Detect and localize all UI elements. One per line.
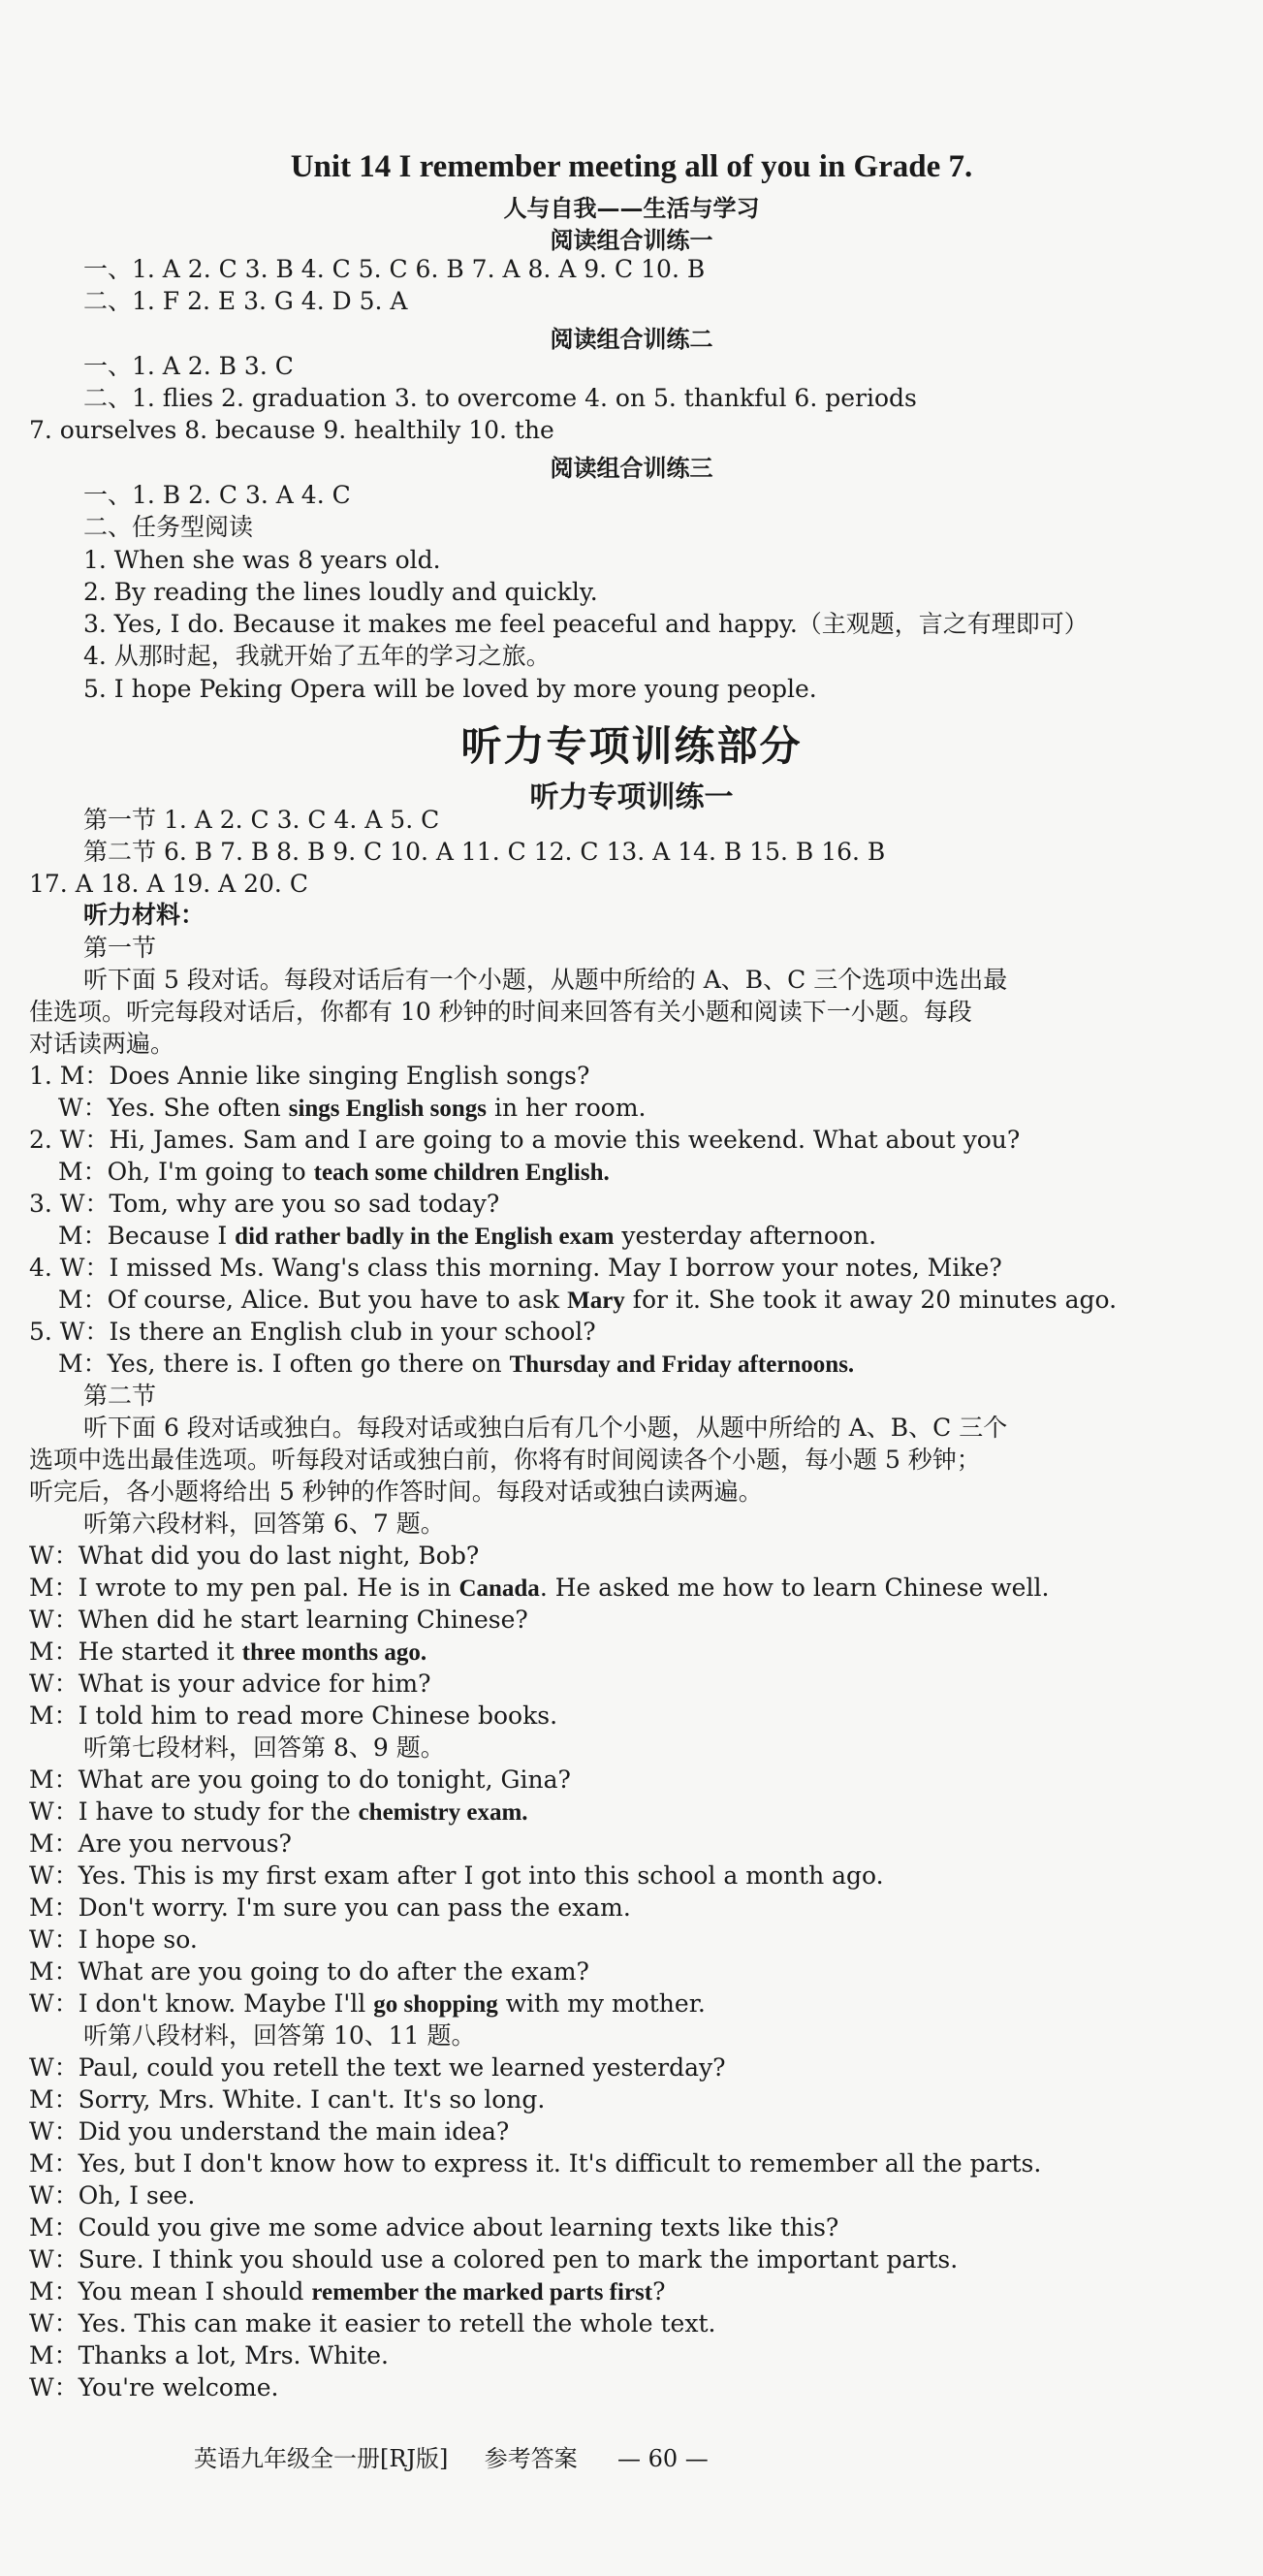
dialogue-line: W：Yes. She often sings English songs in her room. <box>58 1094 647 1122</box>
answer-line: 第二节 6. B 7. B 8. B 9. C 10. A 11. C 12. C 13. A 14. B 15. B 16. B <box>83 838 886 866</box>
answer-line: 二、1. F 2. E 3. G 4. D 5. A <box>83 287 408 315</box>
answer-line: 4. 从那时起，我就开始了五年的学习之旅。 <box>83 642 551 670</box>
dialogue-line: M：Yes, but I don't know how to express it. It's difficult to remember all the parts. <box>29 2149 1042 2178</box>
answer-line: 一、1. B 2. C 3. A 4. C <box>83 481 351 509</box>
instruction-line: 对话读两遍。 <box>29 1030 175 1058</box>
dialogue-line: W：Paul, could you retell the text we learned yesterday? <box>29 2053 726 2082</box>
dialogue-line: W：I have to study for the chemistry exam. <box>29 1797 528 1826</box>
dialogue-line: M：Sorry, Mrs. White. I can't. It's so long. <box>29 2085 546 2114</box>
dialogue-line: M：Could you give me some advice about learning texts like this? <box>29 2213 839 2242</box>
dialogue-line: W：Sure. I think you should use a colored pen to mark the important parts. <box>29 2245 959 2274</box>
dialogue-line: W：I don't know. Maybe I'll go shopping with my mother. <box>29 1989 706 2018</box>
dialogue-line: M：He started it three months ago. <box>29 1638 427 1666</box>
page-number: — 60 — <box>616 2445 709 2472</box>
dialogue-line: M：Are you nervous? <box>29 1829 292 1858</box>
section-heading-2: 阅读组合训练二 <box>550 325 713 353</box>
answer-line: 一、1. A 2. C 3. B 4. C 5. C 6. B 7. A 8. A 9. C 10. B <box>83 255 706 283</box>
dialogue-line: W：What did you do last night, Bob? <box>29 1542 480 1570</box>
instruction-line: 选项中选出最佳选项。听每段对话或独白前，你将有时间阅读各个小题，每小题 5 秒钟； <box>29 1446 981 1474</box>
dialogue-line: 2. W：Hi, James. Sam and I are going to a movie this weekend. What about you? <box>29 1126 1021 1154</box>
instruction-line: 听完后，各小题将给出 5 秒钟的作答时间。每段对话或独白读两遍。 <box>29 1478 763 1506</box>
answer-line: 17. A 18. A 19. A 20. C <box>29 870 308 898</box>
dialogue-line: W：Did you understand the main idea? <box>29 2117 510 2146</box>
dialogue-line: 5. W：Is there an English club in your school? <box>29 1318 596 1346</box>
unit-title: Unit 14 I remember meeting all of you in Grade 7. <box>290 149 973 184</box>
dialogue-line: W：Oh, I see. <box>29 2181 196 2210</box>
dialogue-line: W：What is your advice for him? <box>29 1670 431 1698</box>
dialogue-line: M：I told him to read more Chinese books. <box>29 1701 558 1730</box>
dialogue-line: M：Yes, there is. I often go there on Thursday and Friday afternoons. <box>58 1350 855 1378</box>
unit-subtitle: 人与自我——生活与学习 <box>503 194 760 222</box>
dialogue-line: 4. W：I missed Ms. Wang's class this morning. May I borrow your notes, Mike? <box>29 1254 1002 1282</box>
dialogue-line: M：I wrote to my pen pal. He is in Canada. He asked me how to learn Chinese well. <box>29 1574 1050 1602</box>
page-footer <box>194 2443 709 2474</box>
dialogue-line: W：Yes. This can make it easier to retell the whole text. <box>29 2309 716 2337</box>
answer-line: 5. I hope Peking Opera will be loved by more young people. <box>83 675 817 703</box>
dialogue-line: M：Oh, I'm going to teach some children English. <box>58 1158 610 1186</box>
part-label: 第一节 <box>83 934 157 962</box>
dialogue-line: M：Don't worry. I'm sure you can pass the exam. <box>29 1893 631 1922</box>
material-heading: 听第六段材料，回答第 6、7 题。 <box>83 1510 445 1538</box>
listening-subheading: 听力专项训练一 <box>529 780 734 814</box>
footer-label: 参考答案 <box>484 2445 578 2472</box>
dialogue-line: 3. W：Tom, why are you so sad today? <box>29 1190 500 1218</box>
answer-line: 一、1. A 2. B 3. C <box>83 352 294 380</box>
dialogue-line: M：You mean I should remember the marked parts first? <box>29 2277 666 2306</box>
answer-line: 第一节 1. A 2. C 3. C 4. A 5. C <box>83 806 440 834</box>
part-label: 第二节 <box>83 1382 157 1410</box>
instruction-line: 佳选项。听完每段对话后，你都有 10 秒钟的时间来回答有关小题和阅读下一小题。每段 <box>29 998 972 1026</box>
answer-line: 二、1. flies 2. graduation 3. to overcome 4. on 5. thankful 6. periods <box>83 384 917 412</box>
dialogue-line: 1. M：Does Annie like singing English songs? <box>29 1062 590 1090</box>
answer-line: 7. ourselves 8. because 9. healthily 10. the <box>29 416 554 444</box>
dialogue-line: M：Because I did rather badly in the English exam yesterday afternoon. <box>58 1222 877 1250</box>
footer-book: 英语九年级全一册[RJ版] <box>194 2445 449 2472</box>
dialogue-line: M：Of course, Alice. But you have to ask Mary for it. She took it away 20 minutes ago. <box>58 1286 1118 1314</box>
answer-line: 二、任务型阅读 <box>83 513 254 541</box>
dialogue-line: W：I hope so. <box>29 1925 198 1954</box>
dialogue-line: M：Thanks a lot, Mrs. White. <box>29 2341 389 2369</box>
answer-line: 3. Yes, I do. Because it makes me feel peaceful and happy.（主观题，言之有理即可） <box>83 610 1089 638</box>
section-heading-1: 阅读组合训练一 <box>550 226 713 254</box>
material-heading: 听第七段材料，回答第 8、9 题。 <box>83 1733 445 1762</box>
dialogue-line: W：When did he start learning Chinese? <box>29 1606 528 1634</box>
instruction-line: 听下面 6 段对话或独白。每段对话或独白后有几个小题，从题中所给的 A、B、C 三个 <box>83 1414 1008 1442</box>
answer-line: 1. When she was 8 years old. <box>83 546 441 574</box>
dialogue-line: W：You're welcome. <box>29 2373 279 2401</box>
answer-line: 2. By reading the lines loudly and quickly. <box>83 578 598 606</box>
dialogue-line: M：What are you going to do tonight, Gina? <box>29 1765 571 1794</box>
dialogue-line: W：Yes. This is my first exam after I got into this school a month ago. <box>29 1861 884 1890</box>
instruction-line: 听下面 5 段对话。每段对话后有一个小题，从题中所给的 A、B、C 三个选项中选出最 <box>83 966 1008 994</box>
listening-heading: 听力专项训练部分 <box>460 722 803 770</box>
section-heading-3: 阅读组合训练三 <box>550 454 713 482</box>
material-heading: 听第八段材料，回答第 10、11 题。 <box>83 2021 476 2050</box>
material-label: 听力材料： <box>83 903 205 929</box>
dialogue-line: M：What are you going to do after the exam? <box>29 1957 589 1986</box>
